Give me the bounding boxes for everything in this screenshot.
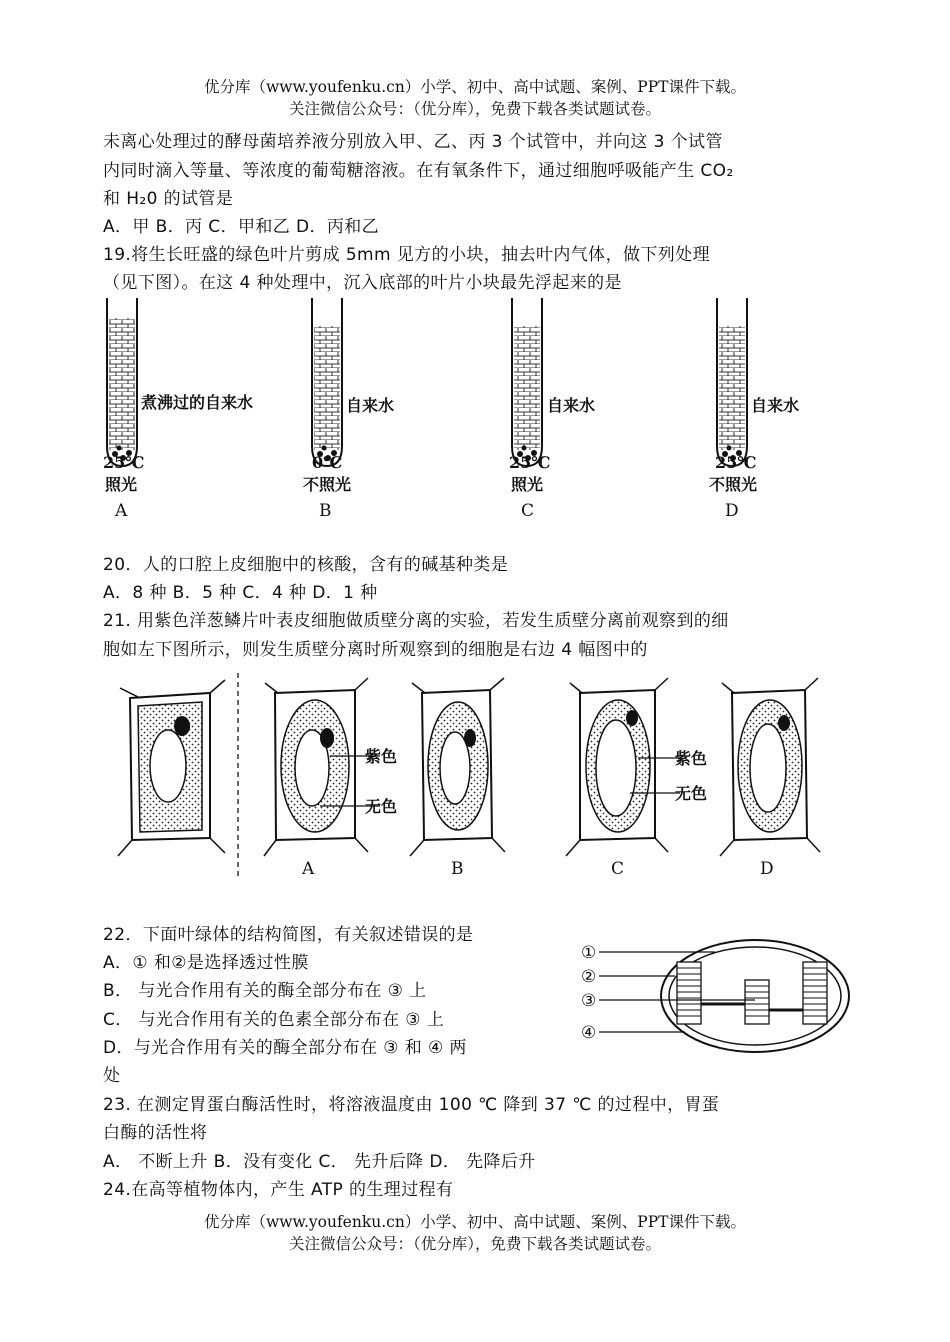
- tube-d-temp: 25℃: [715, 453, 757, 472]
- tube-c-letter: C: [521, 501, 535, 521]
- cell-a-label-colorless: 无色: [365, 797, 398, 816]
- cell-c-letter: C: [611, 859, 625, 879]
- tube-a-light: 照光: [105, 475, 138, 494]
- tube-d-liquid: 自来水: [751, 396, 800, 415]
- cell-c: [566, 678, 707, 879]
- tube-d-light: 不照光: [709, 475, 758, 494]
- q22-option-d: D．与光合作用有关的酶全部分布在 ③ 和 ④ 两: [103, 1038, 467, 1058]
- tube-c-temp: 25℃: [509, 453, 551, 472]
- q18-options: A．甲 B．丙 C．甲和乙 D．丙和乙: [103, 217, 380, 237]
- cell-a-letter: A: [302, 859, 315, 879]
- q18-line-3: 和 H₂0 的试管是: [103, 189, 234, 209]
- q19-line-2: （见下图）。在这 4 种处理中，沉入底部的叶片小块最先浮起来的是: [103, 273, 622, 293]
- q19-line-1: 19.将生长旺盛的绿色叶片剪成 5mm 见方的小块，抽去叶内气体，做下列处理: [103, 245, 710, 265]
- tube-b-letter: B: [319, 501, 332, 521]
- tube-b-liquid: 自来水: [346, 396, 395, 415]
- q21-cell-figure: [110, 668, 830, 888]
- q23-line-2: 白酶的活性将: [103, 1123, 208, 1143]
- tube-a: [103, 298, 253, 521]
- q23-line-1: 23. 在测定胃蛋白酶活性时，将溶液温度由 100 ℃ 降到 37 ℃ 的过程中，胃蛋: [103, 1095, 720, 1115]
- q22-option-a: A．① 和②是选择透过性膜: [103, 953, 309, 973]
- tube-d: [709, 298, 799, 521]
- q22-option-b: B． 与光合作用有关的酶全部分布在 ③ 上: [103, 981, 427, 1001]
- q21-line-1: 21. 用紫色洋葱鳞片叶表皮细胞做质壁分离的实验，若发生质壁分离前观察到的细: [103, 611, 729, 631]
- marker-2: ②: [581, 967, 597, 987]
- marker-4: ④: [581, 1023, 597, 1043]
- cell-b-letter: B: [451, 859, 464, 879]
- q23-options: A． 不断上升 B．没有变化 C． 先升后降 D． 先降后升: [103, 1152, 536, 1172]
- tube-c-light: 照光: [511, 475, 544, 494]
- footer-line-1: 优分库（www.youfenku.cn）小学、初中、高中试题、案例、PPT课件下载。: [203, 1213, 747, 1231]
- q21-line-2: 胞如左下图所示，则发生质壁分离时所观察到的细胞是右边 4 幅图中的: [103, 640, 648, 660]
- tube-c: [509, 298, 595, 521]
- cell-d-letter: D: [760, 859, 774, 879]
- cell-c-label-purple: 紫色: [675, 749, 708, 768]
- cell-a: [264, 678, 397, 879]
- q20-line-1: 20．人的口腔上皮细胞中的核酸，含有的碱基种类是: [103, 555, 509, 575]
- q22-option-d-cont: 处: [103, 1066, 121, 1086]
- q20-options: A．8 种 B．5 种 C．4 种 D．1 种: [103, 583, 378, 603]
- tube-a-letter: A: [115, 501, 128, 521]
- q22-line-1: 22．下面叶绿体的结构简图，有关叙述错误的是: [103, 925, 474, 945]
- q22-option-c: C． 与光合作用有关的色素全部分布在 ③ 上: [103, 1010, 445, 1030]
- cell-c-label-colorless: 无色: [675, 784, 708, 803]
- marker-1: ①: [581, 943, 597, 963]
- header-line-2: 关注微信公众号：（优分库），免费下载各类试题试卷。: [288, 100, 661, 118]
- cell-a-label-purple: 紫色: [365, 747, 398, 766]
- tube-c-liquid: 自来水: [547, 396, 596, 415]
- q18-line-1: 未离心处理过的酵母菌培养液分别放入甲、乙、丙 3 个试管中，并向这 3 个试管: [103, 132, 723, 152]
- cell-b: [410, 678, 505, 879]
- tube-b-light: 不照光: [303, 475, 352, 494]
- chloroplast-diagram: [575, 932, 855, 1062]
- tube-a-liquid: 煮沸过的自来水: [141, 393, 254, 412]
- q24-line-1: 24.在高等植物体内，产生 ATP 的生理过程有: [103, 1180, 454, 1200]
- original-cell: [118, 680, 225, 856]
- tube-a-temp: 25℃: [103, 453, 145, 472]
- cell-d: [720, 678, 820, 879]
- q18-line-2: 内同时滴入等量、等浓度的葡萄糖溶液。在有氧条件下，通过细胞呼吸能产生 CO₂: [103, 161, 734, 181]
- marker-3: ③: [581, 991, 597, 1011]
- header-line-1: 优分库（www.youfenku.cn）小学、初中、高中试题、案例、PPT课件下载。: [203, 78, 747, 96]
- footer-line-2: 关注微信公众号：（优分库），免费下载各类试题试卷。: [288, 1235, 661, 1253]
- tube-b-temp: 0℃: [312, 453, 343, 472]
- tube-d-letter: D: [725, 501, 739, 521]
- tube-b: [303, 298, 394, 521]
- q19-tube-figure: [95, 296, 815, 526]
